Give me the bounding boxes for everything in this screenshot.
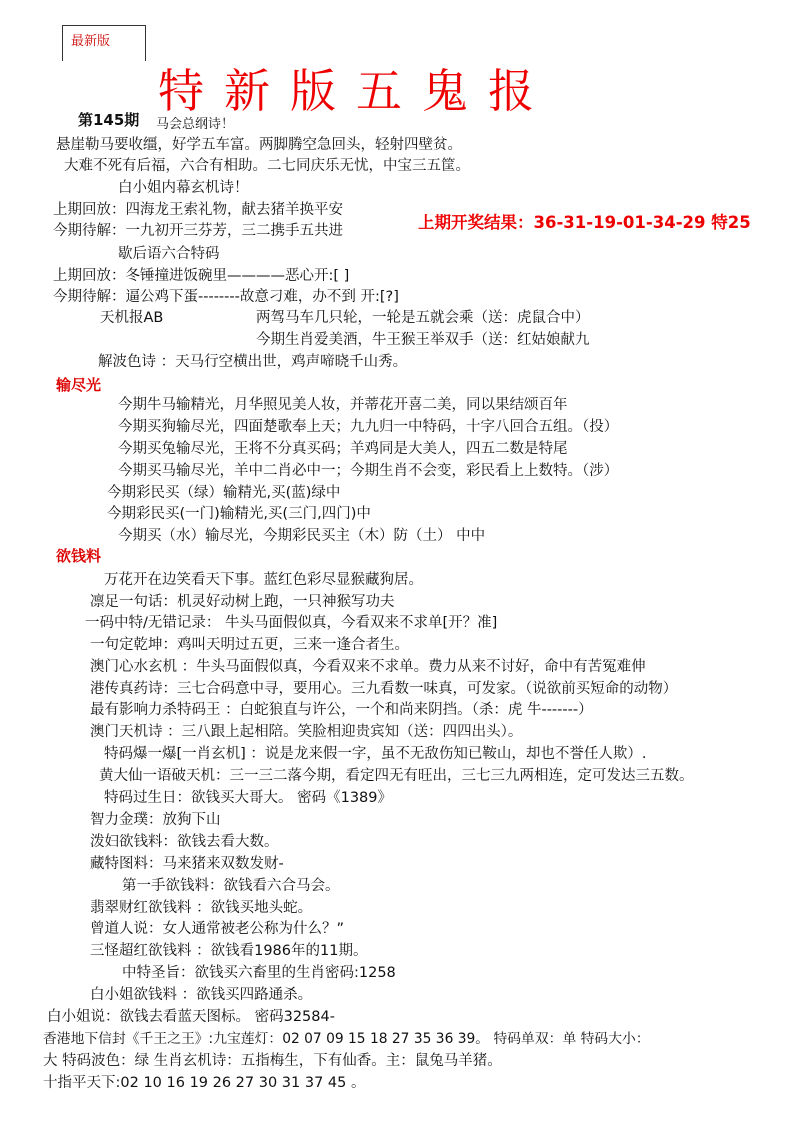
want-line-15: 第一手欲钱料：欲钱看六合马会。 [122, 878, 340, 894]
want-line-13: 泼妇欲钱料：欲钱去看大数。 [90, 834, 279, 850]
last-draw-result: 上期开奖结果：36-31-19-01-34-29 特25 [418, 213, 751, 232]
hk-envelope-line: 香港地下信封《千王之王》:九宝莲灯：02 07 09 15 18 27 35 36 39。 特码单双：单 特码大小： [43, 1031, 650, 1047]
want-line-16: 翡翠财红欲钱料 ：欲钱买地头蛇。 [90, 900, 313, 916]
want-line-7: 最有影响力杀特码王 ：白蛇狼直与许公，一个和尚来阴挡。（杀：虎 牛-------） [90, 702, 593, 718]
want-line-17: 曾道人说：女人通常被老公称为什么？” [90, 921, 345, 937]
want-line-9: 特码爆一爆[一肖玄机] ：说是龙来假一字，虽不无敌伤知已鞍山，却也不誉任人欺）. [104, 746, 647, 762]
section-heading-want-money: 欲钱料 [56, 547, 102, 565]
lose-line-7: 今期买（水）输尽光，今期彩民买主（木）防（土） 中中 [118, 528, 486, 544]
hk-envelope-line-2: 大 特码波色：绿 生肖玄机诗：五指梅生，下有仙香。主：鼠兔马羊猪。 [43, 1053, 502, 1069]
ten-fingers-line: 十指平天下:02 10 16 19 26 27 30 31 37 45 。 [43, 1075, 366, 1091]
lose-line-6: 今期彩民买(一门)输精光,买(三门,四门)中 [107, 506, 371, 522]
lose-line-2: 今期买狗输尽光，四面楚歌奉上天；九九归一中特码，十字八回合五组。（投） [118, 419, 619, 435]
want-line-8: 澳门天机诗 ：三八跟上起相陪。笑脸相迎贵宾知（送：四四出头）。 [90, 724, 523, 740]
subheading-proverb: 歇后语六合特码 [118, 246, 220, 262]
subheading-bxj: 白小姐内幕玄机诗！ [118, 180, 249, 196]
want-line-3: 一码中特/无错记录： 牛头马面假似真，今看双来不求单[开？准] [85, 615, 498, 631]
lose-line-1: 今期牛马输精光，月华照见美人妆，并蒂花开喜二美，同以果结颂百年 [118, 397, 568, 413]
section-heading-lose: 输尽光 [56, 376, 102, 394]
issue-subtitle: 马会总纲诗！ [156, 117, 235, 132]
want-line-1: 万花开在边笑看天下事。蓝红色彩尽显猴藏狗居。 [104, 572, 423, 588]
last-replay-1: 上期回放：四海龙王索礼物，献去猪羊换平安 [53, 202, 343, 218]
tianji-line-2: 今期生肖爱美酒，牛王猴王举双手（送：红姑娘献九 [256, 332, 590, 348]
want-line-10: 黄大仙一语破天机：三一三二落今期，看定四无有旺出，三七三九两相连，定可发达三五数。 [99, 768, 694, 784]
want-line-6: 港传真药诗：三七合码意中寻，要用心。三九看数一味真，可发家。（说欲前买短命的动物） [90, 681, 678, 697]
tianji-label: 天机报AB [100, 310, 164, 326]
want-line-21: 白小姐说：欲钱去看蓝天图标。 密码32584- [47, 1009, 335, 1025]
poem-line-2: 大难不死有后福，六合有相助。二七同庆乐无忧，中宝三五筐。 [64, 158, 470, 174]
want-line-19: 中特圣旨：欲钱买六畜里的生肖密码:1258 [122, 965, 396, 981]
this-issue-1: 今期待解：一九初开三芬芳，三二携手五共进 [53, 223, 343, 239]
poem-line-1: 悬崖勒马要收缰，好学五车富。两脚腾空急回头，轻射四壁贫。 [56, 137, 462, 153]
lose-line-5: 今期彩民买（绿）输精光,买(蓝)绿中 [107, 485, 341, 501]
tianji-line-1: 两驾马车几只轮，一轮是五就会乘（送：虎鼠合中） [256, 310, 590, 326]
badge-label: 最新版 [71, 34, 111, 49]
edition-badge [62, 25, 146, 61]
want-line-2: 凛足一句话：机灵好动树上跑，一只神猴写功夫 [90, 594, 395, 610]
issue-number: 第145期 [78, 111, 140, 129]
last-replay-2: 上期回放：冬锤撞进饭碗里————恶心开:[ ] [53, 268, 350, 284]
this-issue-2: 今期待解：逼公鸡下蛋--------故意刁难，办不到 开:[?] [53, 289, 399, 305]
want-line-20: 白小姐欲钱料 ：欲钱买四路通杀。 [90, 987, 313, 1003]
want-line-4: 一句定乾坤：鸡叫天明过五更，三来一逢合者生。 [90, 637, 409, 653]
lose-line-4: 今期买马输尽光，羊中二肖必中一；今期生肖不会变，彩民看上上数特。（涉） [118, 463, 619, 479]
lose-line-3: 今期买兔输尽光，王将不分真买码；羊鸡同是大美人，四五二数是特尾 [118, 441, 568, 457]
want-line-11: 特码过生日：欲钱买大哥大。 密码《1389》 [104, 790, 393, 806]
want-line-14: 藏特图料：马来猪来双数发财- [90, 856, 284, 872]
color-poem: 解波色诗 ：天马行空横出世，鸡声啼晓千山秀。 [98, 354, 408, 370]
want-line-18: 三怪超红欲钱料 ：欲钱看1986年的11期。 [90, 943, 368, 959]
want-line-12: 智力金璞：放狗下山 [90, 812, 221, 828]
want-line-5: 澳门心水玄机 ：牛头马面假似真，今看双来不求单。费力从来不讨好，命中有苦冤难伸 [90, 659, 646, 675]
page-title: 特新版五鬼报 [158, 64, 554, 118]
